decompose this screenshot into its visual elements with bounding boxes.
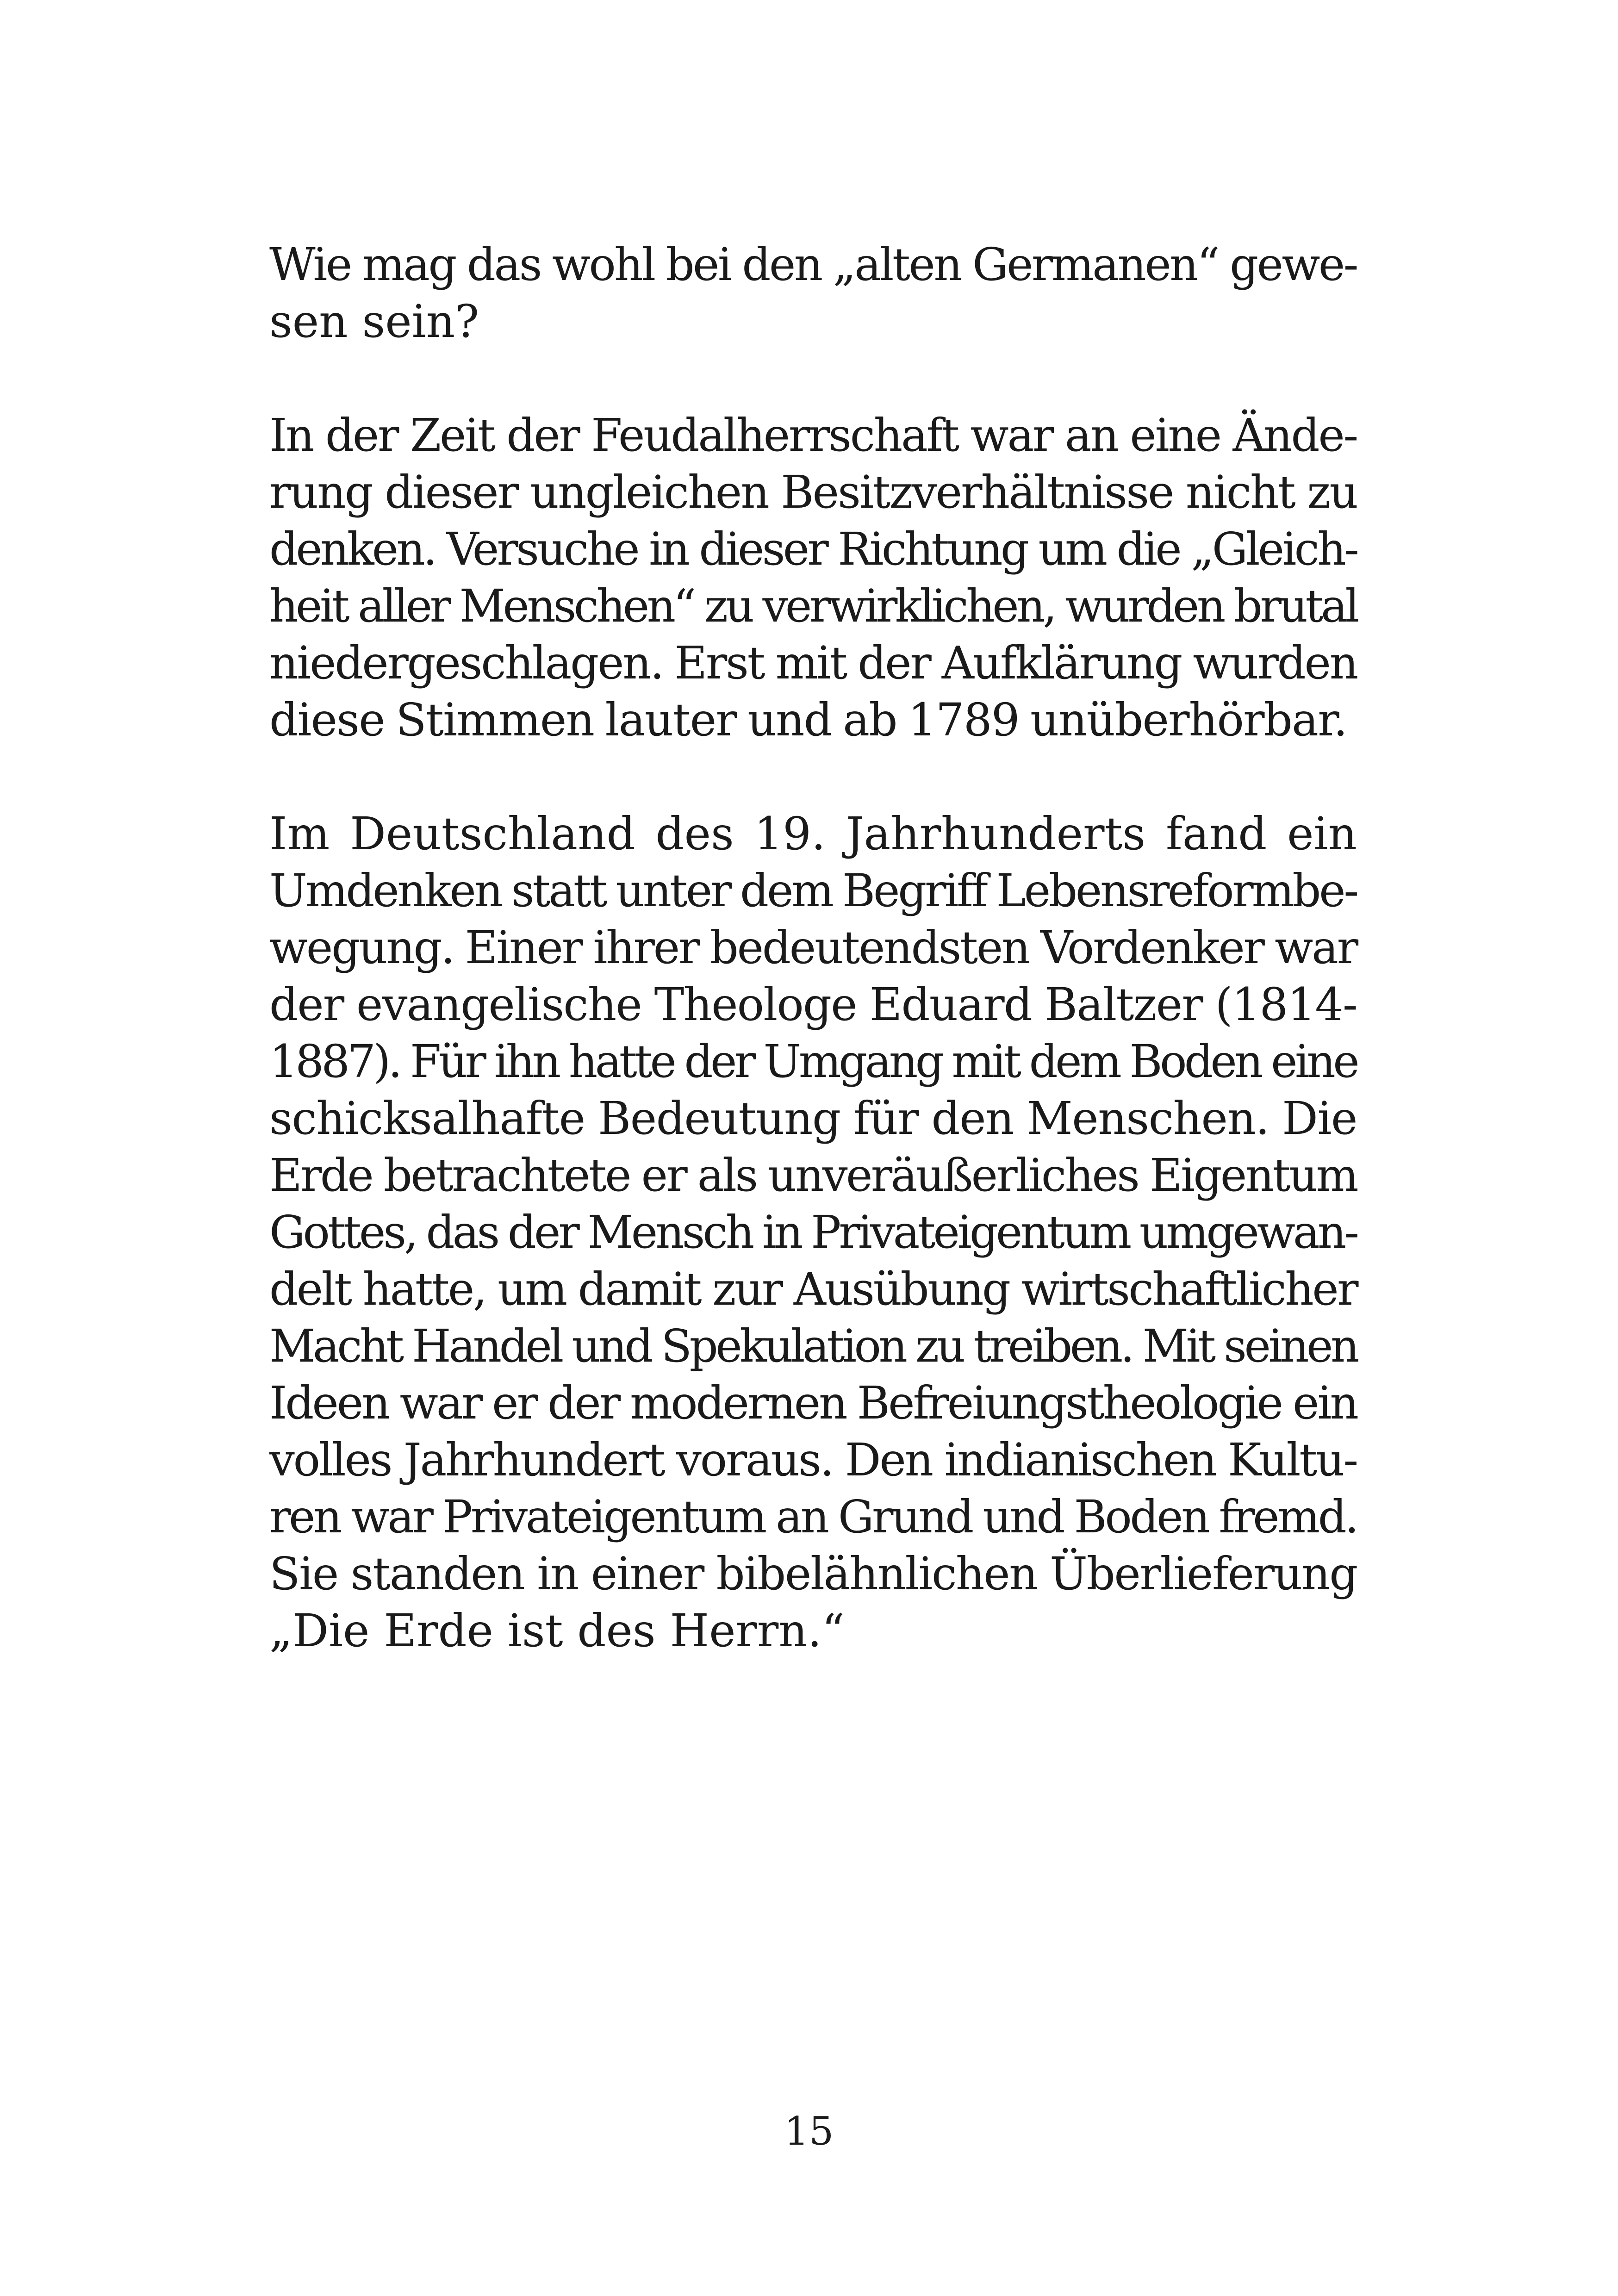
page-number: 15 — [784, 2109, 834, 2154]
text-line: Gottes, das der Mensch in Privateigentum umgewan- — [269, 1206, 1357, 1258]
text-line: rung dieser ungleichen Besitzverhältnisse nicht zu — [269, 466, 1357, 518]
text-line: der evangelische Theologe Eduard Baltzer (1814- — [269, 978, 1357, 1031]
body-text — [269, 236, 1357, 1716]
text-line: Wie mag das wohl bei den „alten Germanen“ gewe- — [269, 238, 1357, 291]
paragraph-2 — [269, 407, 1357, 748]
text-line: 1887). Für ihn hatte der Umgang mit dem Boden eine — [269, 1035, 1357, 1088]
text-line: In der Zeit der Feudalherrschaft war an eine Ände- — [269, 409, 1357, 461]
text-line: delt hatte, um damit zur Ausübung wirtschaftlicher — [269, 1263, 1357, 1315]
text-line: Im Deutschland des 19. Jahrhunderts fand ein — [269, 808, 1357, 860]
text-line: schicksalhafte Bedeutung für den Menschen. Die — [269, 1092, 1357, 1145]
paragraph-3 — [269, 805, 1357, 1659]
text-line: Macht Handel und Spekulation zu treiben. Mit seinen — [269, 1320, 1357, 1372]
text-line: niedergeschlagen. Erst mit der Aufklärung wurden — [269, 637, 1357, 689]
text-line: denken. Versuche in dieser Richtung um die „Gleich- — [269, 523, 1357, 575]
text-line: Sie standen in einer bibelähnlichen Überlieferung — [269, 1548, 1357, 1600]
text-line: wegung. Einer ihrer bedeutendsten Vordenker war — [269, 921, 1357, 974]
text-line: sen sein? — [269, 295, 479, 348]
text-line: ren war Privateigentum an Grund und Boden fremd. — [269, 1491, 1357, 1543]
text-line: heit aller Menschen“ zu verwirklichen, wurden brutal — [269, 580, 1357, 632]
text-line: „Die Erde ist des Herrn.“ — [269, 1605, 845, 1657]
paragraph-1 — [269, 236, 1357, 350]
text-line: Erde betrachtete er als unveräußerliches Eigentum — [269, 1149, 1357, 1201]
text-line: Ideen war er der modernen Befreiungstheologie ein — [269, 1377, 1357, 1429]
text-line: Umdenken statt unter dem Begriff Lebensreformbe- — [269, 865, 1357, 917]
text-line: diese Stimmen lauter und ab 1789 unüberhörbar. — [269, 694, 1347, 746]
text-line: volles Jahrhundert voraus. Den indianischen Kultu- — [269, 1434, 1357, 1486]
